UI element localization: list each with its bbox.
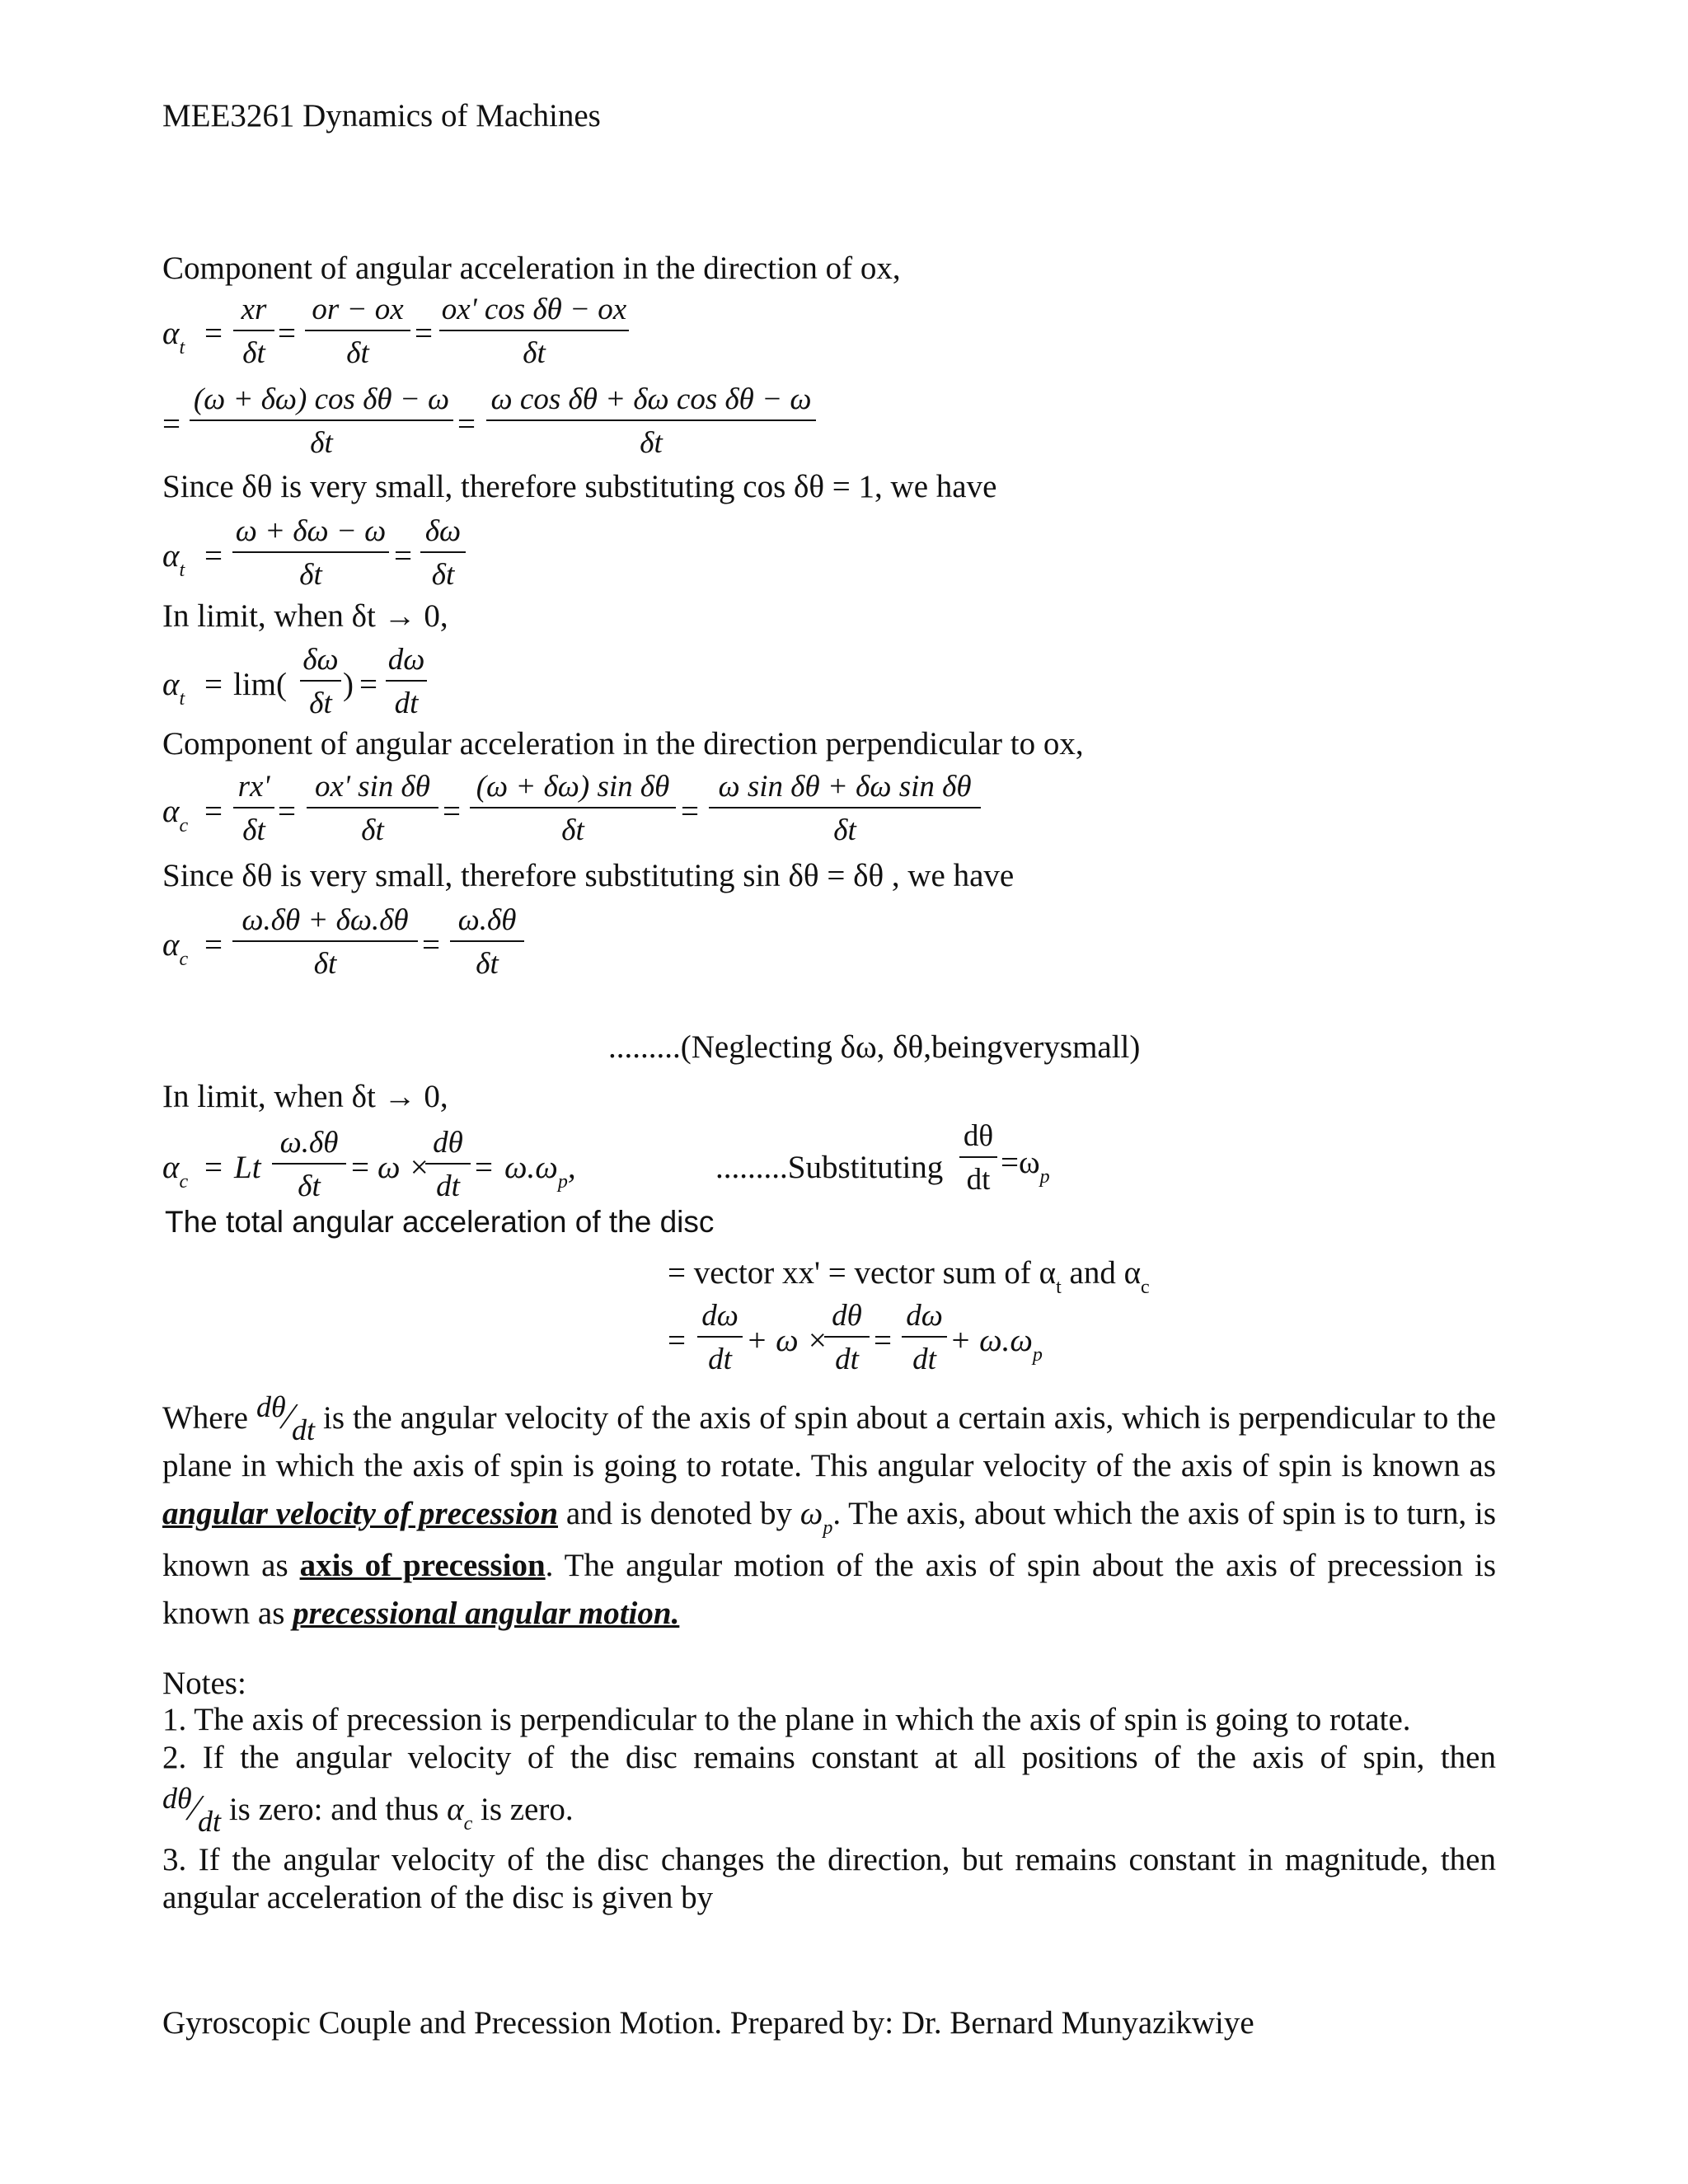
eq5-eq4: = [681,794,699,829]
dtheta-dt-inline: dθ⁄dt [256,1390,315,1446]
eq4-eq1: = [204,667,223,702]
note-3: 3. If the angular velocity of the disc changes the direction, but remains constant in magnitude, then angular acceleration of the disc is given by [162,1842,1496,1915]
eq7-eq3: = [475,1150,493,1185]
eq1-frac2: or − ox δt [305,294,410,368]
text-intro-perp: Component of angular acceleration in the direction perpendicular to ox, [162,726,1084,762]
eq5-eq3: = [443,794,461,829]
eq1-lhs: $\alpha_t$ [162,316,185,359]
subst-omega-p: $=\omega_p$ [1001,1145,1050,1188]
tot-eq2: = [874,1323,892,1358]
text-neglecting: .........(Neglecting δω, δθ,beingverysmall) [608,1029,1141,1065]
eq4-frac1: δω δt [300,644,341,719]
eq7-result: $\omega.\omega_p$, [504,1150,576,1193]
term-precessional-angular-motion: precessional angular motion. [293,1596,680,1631]
where-label: Where [162,1400,248,1436]
eq6-eq1: = [204,927,223,963]
term-axis-of-precession: axis of precession [299,1548,546,1583]
eq1-frac3: ox' cos δθ − ox δt [439,294,629,368]
eq7-frac1: ω.δθ δt [272,1127,346,1202]
tot-frac2: dθ dt [824,1301,870,1375]
term-angular-velocity-of-precession: angular velocity of precession [162,1496,559,1531]
tot-frac3: dω dt [902,1301,947,1375]
eq2-frac2: ω cos δθ + δω cos δθ − ω δt [486,384,816,458]
eq3-frac1: ω + δω − ω δt [232,516,389,590]
text-total-heading: The total angular acceleration of the disc [165,1205,715,1239]
note-2: 2. If the angular velocity of the disc remains constant at all positions of the axis of spin, then [162,1740,1496,1775]
eq2-eq2: = [457,406,476,442]
eq7-eq1: = [204,1150,223,1185]
page-footer: Gyroscopic Couple and Precession Motion. Prepared by: Dr. Bernard Munyazikwiye [162,2005,1254,2041]
eq3-lhs: $\alpha_t$ [162,538,185,581]
notes-heading: Notes: [162,1666,246,1701]
eq3-eq2: = [394,538,412,574]
eq6-eq2: = [422,927,440,963]
eq7-lhs: $\alpha_c$ [162,1150,189,1193]
eq5-eq1: = [204,794,223,829]
eq4-frac2: dω dt [386,644,427,719]
eq1-eq2: = [278,316,296,351]
eq1-frac1: xr δt [233,294,274,368]
eq5-eq2: = [278,794,296,829]
eq7-frac2: dθ dt [425,1127,471,1202]
eq7-lt: Lt [234,1150,261,1185]
text-intro-ox: Component of angular acceleration in the direction of ox, [162,251,901,286]
text-limit-2: In limit, when δt → 0, [162,1079,448,1114]
eq3-frac2: δω δt [420,516,466,590]
eq6-frac1: ω.δθ + δω.δθ δt [232,905,418,979]
eq5-frac1: rx' δt [233,771,274,846]
eq6-frac2: ω.δθ δt [450,905,524,979]
eq2-frac1: (ω + δω) cos δθ − ω δt [190,384,453,458]
subst-frac: dθ dt [959,1121,997,1195]
page-header: MEE3261 Dynamics of Machines [162,98,601,134]
eq2-eq1: = [162,406,181,442]
eq5-frac3: (ω + δω) sin δθ δt [470,771,676,846]
eq4-close: ) [343,667,354,702]
text-substituting: .........Substituting [715,1150,944,1185]
eq3-eq1: = [204,538,223,574]
text-vector-sum: = vector xx' = vector sum of $\alpha_t$ and $\alpha_c$ [668,1255,1150,1298]
eq5-frac4: ω sin δθ + δω sin δθ δt [709,771,981,846]
eq4-eq2: = [359,667,377,702]
eq4-lim: lim( [233,667,287,702]
eq7-times: ω × [377,1150,430,1185]
eq1-eq1: = [204,316,223,351]
note-1: 1. The axis of precession is perpendicular to the plane in which the axis of spin is going to rotate. [162,1702,1411,1737]
eq5-lhs: $\alpha_c$ [162,794,189,837]
tot-frac1: dω dt [697,1301,743,1375]
para-where: Where dθ⁄dt is the angular velocity of the axis of spin about a certain axis, which is perpendicular to the plane in which the axis of spin is going to rotate. This angular velocity of the axis of spin is known as angular velocity of precession and is denoted by $\omega_p$. The axis, about which the axis of spin is to turn, is known as axis of precession. The angular motion of the axis of spin about the axis of precession is known as precessional angular motion. [162,1390,1497,1631]
tot-end: + $\omega.\omega_p$ [950,1323,1043,1366]
eq6-lhs: $\alpha_c$ [162,927,189,970]
eq4-lhs: $\alpha_t$ [162,667,185,710]
text-since-sin: Since δθ is very small, therefore substituting sin δθ = δθ , we have [162,858,1015,893]
omega-p-inline: $\omega_p$ [799,1496,833,1539]
note-2-continued: dθ⁄dt is zero: and thus $\alpha_c$ is zero. [162,1782,574,1838]
eq7-eq2: = [351,1150,369,1185]
eq1-eq3: = [415,316,433,351]
text-since-cos: Since δθ is very small, therefore substituting cos δθ = 1, we have [162,469,997,504]
dtheta-dt-note: dθ⁄dt [162,1782,222,1838]
tot-plus-times: + ω × [746,1323,828,1358]
text-limit-1: In limit, when δt → 0, [162,598,448,634]
eq5-frac2: ox' sin δθ δt [307,771,438,846]
alpha-c-note: $\alpha_c$ [447,1792,473,1835]
tot-eq1: = [668,1323,686,1358]
